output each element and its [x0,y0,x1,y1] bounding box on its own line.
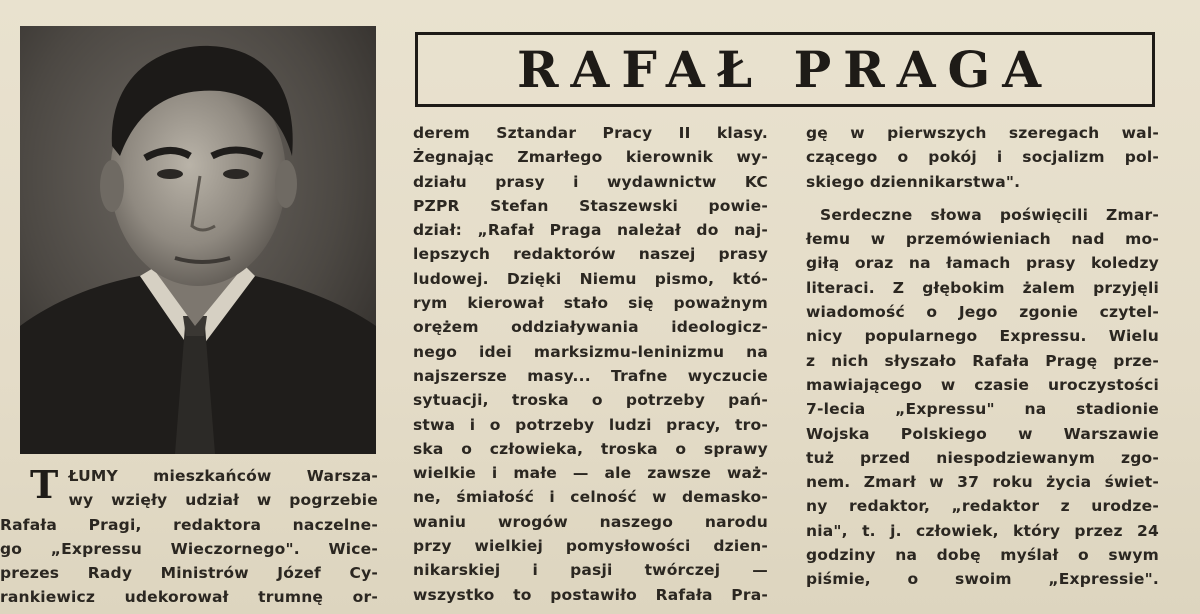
text-line: mawiającego w czasie uroczystości [806,375,1159,394]
text-line: nikarskiej i pasji twórczej — [413,561,768,580]
text-line: Serdeczne słowa poświęcili Zmar- [820,205,1159,224]
text-line: nicy popularnego Expressu. Wielu [806,327,1159,346]
headline-box [415,32,1155,107]
text-line: działu prasy i wydawnictw KC [413,172,768,191]
text-line: waniu wrogów naszego narodu [413,512,768,531]
text-line: nego idei marksizmu-leninizmu na [413,342,768,361]
text-line: ŁUMY mieszkańców Warsza- [68,467,378,485]
text-line: wielkie i małe — ale zawsze waż- [413,464,768,483]
text-line: ny redaktor, „redaktor z urodze- [806,497,1159,516]
text-line: dział: „Rafał Praga należał do naj- [413,221,768,240]
text-line: orężem oddziaływania ideologicz- [413,318,768,337]
text-line: z nich słyszało Rafała Pragę prze- [806,351,1159,370]
text-line: gę w pierwszych szeregach wal- [806,124,1159,142]
text-line: rym kierował stało się poważnym [413,294,768,313]
text-line: piśmie, o swoim „Expressie". [806,570,1159,589]
text-line: wy wzięły udział w pogrzebie [68,491,378,510]
text-line: giłą oraz na łamach prasy koledzy [806,254,1159,273]
article-column-left [0,462,378,610]
portrait-image [20,26,376,454]
text-line: derem Sztandar Pracy II klasy. [413,124,768,142]
article-column-right [806,121,1159,592]
portrait-photo [20,26,376,454]
text-line: stwa i o potrzeby ludzi pracy, tro- [413,415,768,434]
text-line: literaci. Z głębokim żalem przyjęli [806,278,1159,297]
drop-cap: T [30,462,59,507]
text-line: przy wielkiej pomysłowości dzien- [413,537,768,556]
text-line: skiego dziennikarstwa". [806,172,1021,191]
text-line: najszersze masy... Trafne wyczucie [413,366,768,385]
text-line: czącego o pokój i socjalizm pol- [806,148,1159,167]
text-line: wszystko to postawiło Rafała Pra- [413,585,768,604]
text-line: godziny na dobę myślał o swym [806,546,1159,565]
text-line: ska o człowieka, troska o sprawy [413,439,768,458]
text-line: wiadomość o Jego zgonie czytel- [806,303,1159,322]
text-line: nem. Zmarł w 37 roku życia świet- [806,473,1159,492]
paragraph-gap [806,194,1159,203]
text-line: Rafała Pragi, redaktora naczelne- [0,515,378,534]
text-line: go „Expressu Wieczornego". Wice- [0,539,378,558]
text-line: prezes Rady Ministrów Józef Cy- [0,564,378,583]
text-line: sytuacji, troska o potrzeby pań- [413,391,768,410]
text-line: tuż przed niespodziewanym zgo- [806,448,1159,467]
text-line: ludowej. Dzięki Niemu pismo, któ- [413,269,768,288]
headline: RAFAŁ PRAGA [516,39,1054,99]
text-line: Żegnając Zmarłego kierownik wy- [413,148,768,167]
article-column-middle [413,121,768,607]
text-line: ne, śmiałość i celność w demasko- [413,488,768,507]
text-line: rankiewicz udekorował trumnę or- [0,588,378,607]
text-line: PZPR Stefan Staszewski powie- [413,196,768,215]
text-line: Wojska Polskiego w Warszawie [806,424,1159,443]
text-line: łemu w przemówieniach nad mo- [806,230,1159,249]
text-line: 7-lecia „Expressu" na stadionie [806,400,1159,419]
text-line: nia", t. j. człowiek, który przez 24 [806,521,1159,540]
text-line: lepszych redaktorów naszej prasy [413,245,768,264]
